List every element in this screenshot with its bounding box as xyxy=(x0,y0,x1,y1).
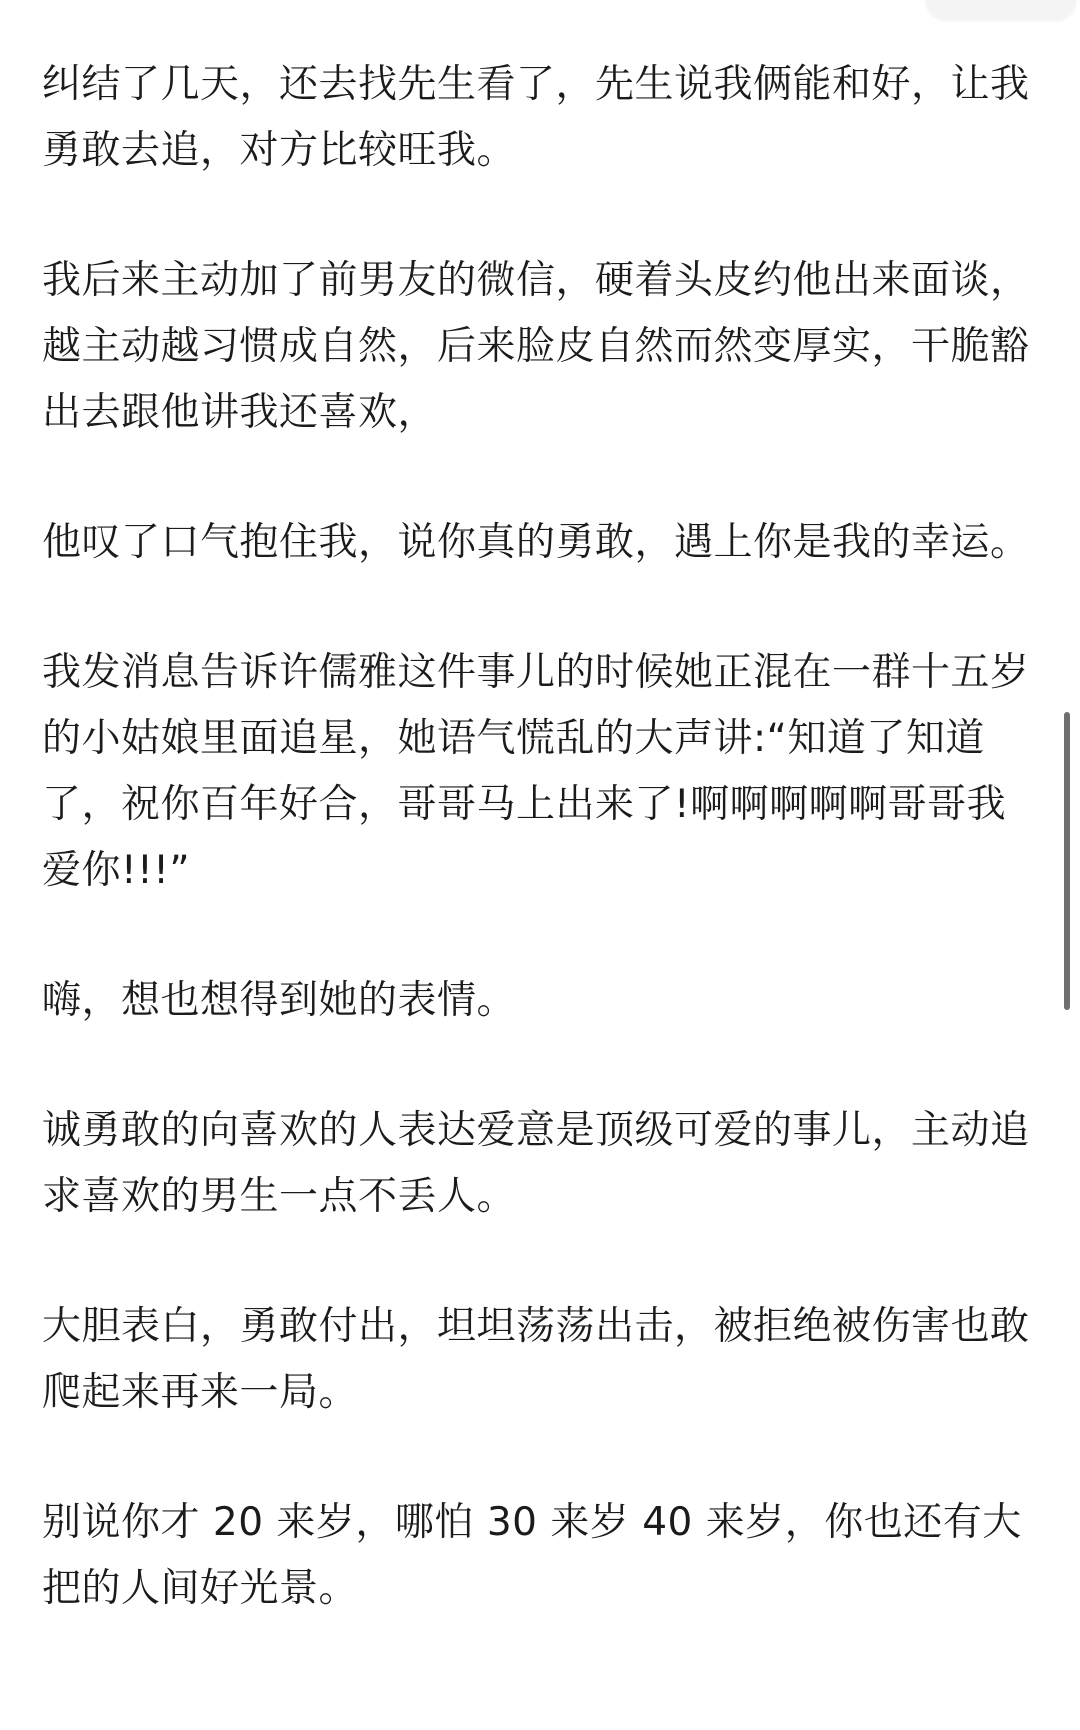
article-body xyxy=(42,52,1042,1686)
top-toolbar-pill[interactable] xyxy=(926,0,1076,20)
vertical-scrollbar[interactable] xyxy=(1064,712,1070,1010)
top-bar xyxy=(0,0,1080,26)
article-paragraph: 诚勇敢的向喜欢的人表达爱意是顶级可爱的事儿，主动追求喜欢的男生一点不丢人。 xyxy=(42,1108,1030,1219)
article-paragraph: 大胆表白，勇敢付出，坦坦荡荡出击，被拒绝被伤害也敢爬起来再来一局。 xyxy=(42,1304,1030,1415)
article-paragraph: 我发消息告诉许儒雅这件事儿的时候她正混在一群十五岁的小姑娘里面追星，她语气慌乱的大声讲:“知道了知道了，祝你百年好合，哥哥马上出来了!啊啊啊啊啊哥哥我爱你!!!” xyxy=(42,650,1030,893)
article-paragraph: 我后来主动加了前男友的微信，硬着头皮约他出来面谈，越主动越习惯成自然，后来脸皮自然而然变厚实，干脆豁出去跟他讲我还喜欢， xyxy=(42,258,1030,435)
article-paragraph: 嗨，想也想得到她的表情。 xyxy=(42,978,517,1023)
article-paragraph: 纠结了几天，还去找先生看了，先生说我俩能和好，让我勇敢去追，对方比较旺我。 xyxy=(42,62,1030,173)
article-paragraph: 别说你才 20 来岁，哪怕 30 来岁 40 来岁，你也还有大把的人间好光景。 xyxy=(42,1500,1022,1611)
article-paragraph: 他叹了口气抱住我，说你真的勇敢，遇上你是我的幸运。 xyxy=(42,520,1030,565)
